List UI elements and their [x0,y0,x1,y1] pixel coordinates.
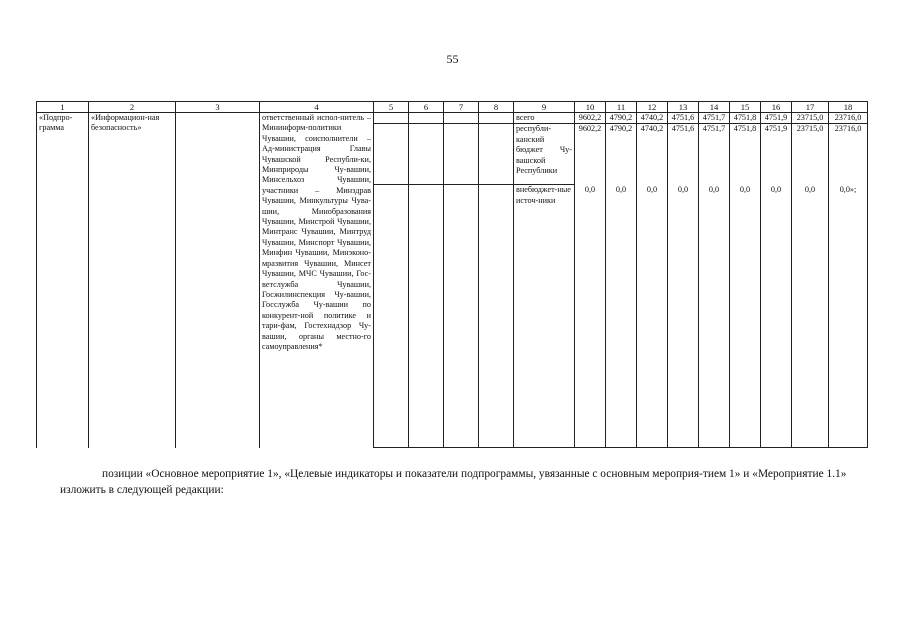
status-cell: «Подпро-грамма [37,113,89,448]
value-cell: 23716,0 [829,113,868,124]
header-cell: 3 [176,102,260,113]
value-cell: 4751,6 [668,113,699,124]
empty-cell [409,113,444,124]
empty-cell [409,185,444,448]
header-cell: 11 [606,102,637,113]
header-cell: 12 [637,102,668,113]
empty-cell [444,185,479,448]
value-cell: 4751,7 [699,113,730,124]
empty-cell [479,113,514,124]
value-cell: 4790,2 [606,113,637,124]
header-cell: 4 [260,102,374,113]
value-cell: 4790,2 [606,124,637,185]
header-cell: 9 [514,102,575,113]
empty-cell [374,124,409,185]
value-cell: 0,0 [730,185,761,448]
value-cell: 4751,8 [730,113,761,124]
value-cell: 0,0 [637,185,668,448]
empty-cell [176,113,260,448]
header-cell: 10 [575,102,606,113]
value-cell: 0,0 [606,185,637,448]
header-cell: 5 [374,102,409,113]
value-cell: 0,0 [761,185,792,448]
funding-table [36,101,868,448]
header-cell: 1 [37,102,89,113]
funding-source-cell: внебюджет-ные источ-ники [514,185,575,448]
header-cell: 8 [479,102,514,113]
header-cell: 6 [409,102,444,113]
value-cell: 4740,2 [637,113,668,124]
value-cell: 4751,8 [730,124,761,185]
empty-cell [444,124,479,185]
subprogram-name-cell: «Информацион-ная безопасность» [89,113,176,448]
empty-cell [444,113,479,124]
header-cell: 16 [761,102,792,113]
value-cell: 0,0 [575,185,606,448]
header-cell: 15 [730,102,761,113]
amendment-note [60,466,850,498]
value-cell: 0,0 [792,185,829,448]
funding-source-cell: всего [514,113,575,124]
value-cell: 4751,6 [668,124,699,185]
value-cell: 0,0 [699,185,730,448]
value-cell: 4751,9 [761,124,792,185]
empty-cell [374,185,409,448]
empty-cell [409,124,444,185]
value-cell: 4740,2 [637,124,668,185]
header-cell: 14 [699,102,730,113]
value-cell: 23716,0 [829,124,868,185]
funding-source-cell: республи-канский бюджет Чу-вашской Республики [514,124,575,185]
value-cell: 4751,9 [761,113,792,124]
empty-cell [479,185,514,448]
value-cell: 0,0»; [829,185,868,448]
page-number: 55 [446,52,459,66]
value-cell: 9602,2 [575,113,606,124]
value-cell: 4751,7 [699,124,730,185]
value-cell: 23715,0 [792,113,829,124]
header-cell: 17 [792,102,829,113]
value-cell: 0,0 [668,185,699,448]
header-cell: 2 [89,102,176,113]
responsible-executor-cell: ответственный испол-нитель – Мининформ-политики Чувашии, соисполнители – Ад-министрация Главы Чувашской Республи-ки, Минприроды Чу-вашии, Минсельхоз Чувашии, участники – Минздрав Чувашии, Минкультуры Чува-шии, Минобразования Чувашии, Минстрой Чувашии, Минтранс Чувашии, Минтруд Чувашии, Минспорт Чувашии, Минфин Чувашии, Минэконо-мразвития Чувашии, Минсет Чувашии, МЧС Чувашии, Гос-ветслужба Чувашии, Госжилинспекция Чу-вашии, Госслужба Чу-вашии по конкурент-ной политике и тари-фам, Гостехнадзор Чу-вашии, органы местно-го самоуправления* [260,113,374,448]
value-cell: 9602,2 [575,124,606,185]
empty-cell [374,113,409,124]
amendment-note-text: позиции «Основное мероприятие 1», «Целевые индикаторы и показатели подпрограммы, увязанные с основным мероприя-тием 1» и «Мероприятие 1.1» изложить в следующей редакции: [60,468,847,496]
header-cell: 18 [829,102,868,113]
header-cell: 7 [444,102,479,113]
table-header-row [37,102,868,113]
value-cell: 23715,0 [792,124,829,185]
header-cell: 13 [668,102,699,113]
empty-cell [479,124,514,185]
table-row [37,113,868,124]
